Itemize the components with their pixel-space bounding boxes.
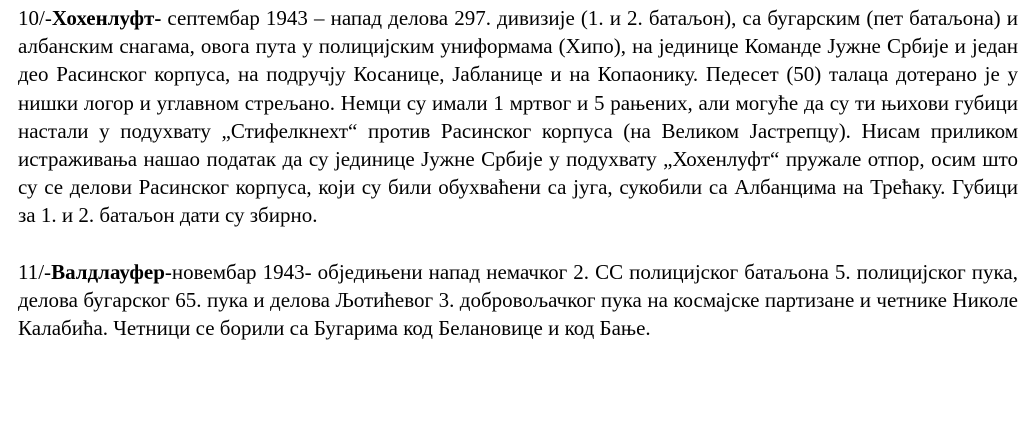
operation-name: Валдлауфер xyxy=(51,259,165,284)
paragraph-body: септембар 1943 – напад делова 297. дивизије (1. и 2. батаљон), са бугарским (пет батаљона) и албанским снагама, овога пута у полицијским униформама (Хипо), на јединице Команде Јужне Србије и један део Расинског корпуса, на подручју Косанице, Јабланице и на Копаонику. Педесет (50) талаца дотерано је у нишки логор и углавном стрељано. Немци су имали 1 мртвог и 5 рањених, али могуће да су ти њихови губици настали у подухвату „Стифелкнехт“ против Расинског корпуса (на Великом Јастрепцу). Нисам приликом истраживања нашао податак да су јединице Јужне Србије у подухвату „Хохенлуфт“ пружале отпор, осим што су се делови Расинског корпуса, који су били обухваћени са југа, сукобили са Албанцима на Трећаку. Губици за 1. и 2. батаљон дати су збирно. xyxy=(18,6,1018,228)
operation-name: Хохенлуфт- xyxy=(51,6,162,30)
paragraph-hohenluft xyxy=(18,4,1018,230)
paragraph-number: 11/- xyxy=(18,259,52,284)
paragraph-waldlaufer xyxy=(18,258,1018,343)
paragraph-number: 10/- xyxy=(18,6,52,30)
paragraph-body: -новембар 1943- обједињени напад немачког 2. СС полицијског батаљона 5. полицијског пука, делова бугарског 65. пука и делова Љотићевог 3. добровољачког пука на космајске партизане и четнике Николе Калабића. Четници се борили са Бугарима код Белановице и код Бање. xyxy=(18,259,1018,341)
document-page xyxy=(18,4,1018,342)
